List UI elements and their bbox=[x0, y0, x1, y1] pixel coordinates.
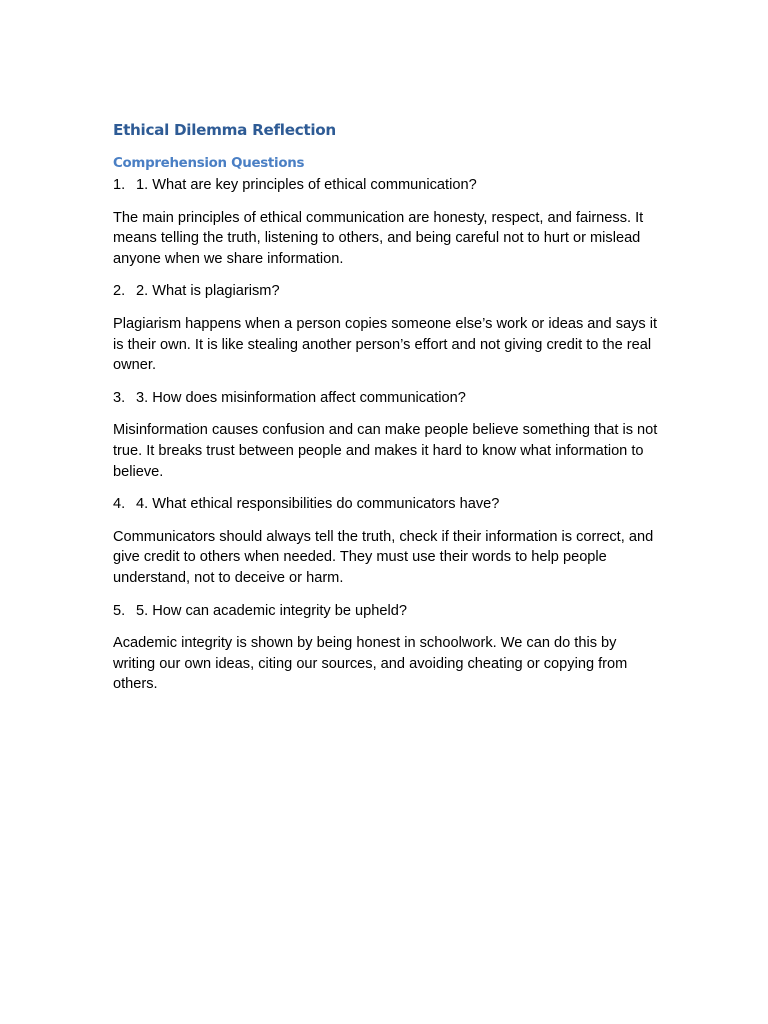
question-block-2 bbox=[113, 281, 658, 375]
question-text: 3. How does misinformation affect communication? bbox=[136, 389, 466, 406]
question-number: 1. bbox=[113, 177, 126, 193]
question-text: 2. What is plagiarism? bbox=[136, 283, 280, 300]
question-text: 5. How can academic integrity be upheld? bbox=[136, 602, 407, 619]
question-number: 3. bbox=[113, 389, 126, 406]
question-block-4 bbox=[113, 494, 658, 588]
answer-1: The main principles of ethical communication are honesty, respect, and fairness. It means telling the truth, listening to others, and being careful not to hurt or mislead anyone when we share information. bbox=[113, 209, 644, 267]
answer-3: Misinformation causes confusion and can make people believe something that is not true. It breaks trust between people and makes it hard to know what information to believe. bbox=[113, 422, 658, 480]
answer-5: Academic integrity is shown by being honest in schoolwork. We can do this by writing our own ideas, citing our sources, and avoiding cheating or copying from others. bbox=[113, 635, 628, 693]
question-number: 5. bbox=[113, 602, 126, 619]
question-text: 4. What ethical responsibilities do communicators have? bbox=[136, 496, 500, 513]
question-2 bbox=[113, 281, 658, 302]
question-1 bbox=[113, 175, 658, 196]
document-title: Ethical Dilemma Reflection bbox=[113, 121, 336, 139]
question-text: 1. What are key principles of ethical communication? bbox=[136, 177, 477, 193]
question-number: 4. bbox=[113, 496, 126, 513]
question-4 bbox=[113, 494, 658, 515]
question-block-1 bbox=[113, 175, 658, 269]
document-page bbox=[113, 120, 658, 707]
question-block-3 bbox=[113, 388, 658, 482]
section-heading: Comprehension Questions bbox=[113, 156, 305, 171]
answer-4: Communicators should always tell the truth, check if their information is correct, and give credit to others when needed. They must use their words to help people understand, not to deceive or harm. bbox=[113, 528, 654, 586]
question-3 bbox=[113, 388, 658, 409]
question-block-5 bbox=[113, 601, 658, 695]
question-number: 2. bbox=[113, 283, 126, 300]
question-5 bbox=[113, 601, 658, 622]
answer-2: Plagiarism happens when a person copies someone else’s work or ideas and says it is their own. It is like stealing another person’s effort and not giving credit to the real owner. bbox=[113, 315, 658, 374]
